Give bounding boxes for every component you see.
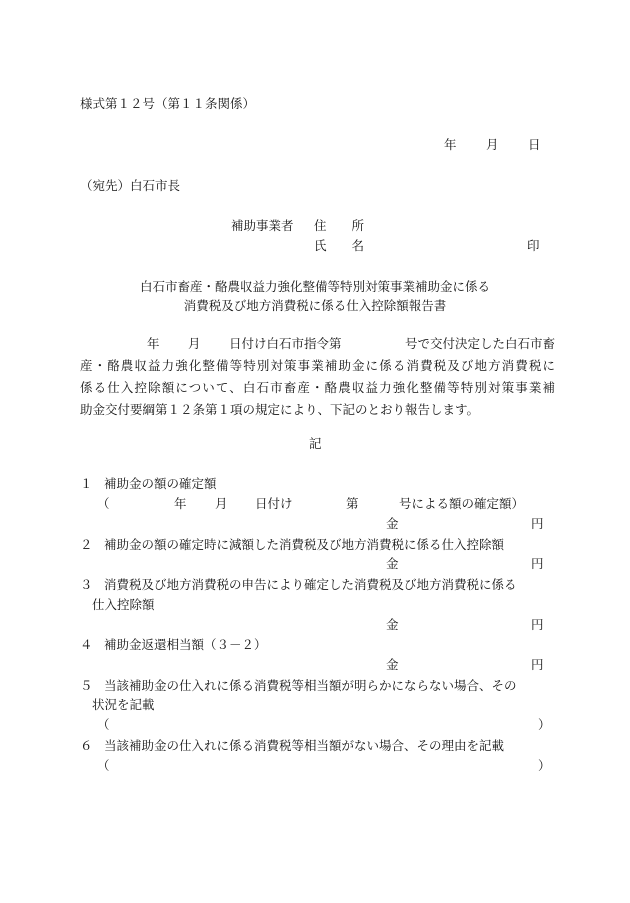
item1-month: 月	[215, 496, 228, 511]
report-title-line1: 白石市畜産・酪農収益力強化整備等特別対策事業補助金に係る	[139, 279, 490, 294]
item4-label: 補助金返還相当額（３－２）	[104, 637, 267, 652]
body-line1-rest: 号で交付決定した白石市畜	[404, 336, 555, 351]
item5-label: 当該補助金の仕入れに係る消費税等相当額が明らかにならない場合、その	[104, 678, 517, 693]
item1-dai: 第	[346, 496, 359, 511]
item1-yen: 円	[531, 516, 544, 531]
item3-label: 消費税及び地方消費税の申告により確定した消費税及び地方消費税に係る	[104, 577, 517, 592]
item2-label: 補助金の額の確定時に減額した消費税及び地方消費税に係る仕入控除額	[104, 537, 505, 552]
item1-suffix: 号による額の確定額）	[399, 496, 525, 511]
item2-kin: 金	[386, 556, 399, 571]
item4-kin: 金	[386, 657, 399, 672]
item5-close-paren: ）	[538, 717, 551, 732]
report-title-line2: 消費税及び地方消費税に係る仕入控除額報告書	[183, 298, 447, 313]
item3-number: ３	[80, 577, 93, 592]
item4-number: ４	[80, 637, 93, 652]
item1-dated: 日付け	[255, 496, 293, 511]
item4-yen: 円	[531, 657, 544, 672]
body-line4: 助金交付要綱第１２条第１項の規定により、下記のとおり報告します。	[80, 402, 480, 417]
body-dated: 日付け白石市指令第	[229, 336, 342, 351]
item1-year: 年	[174, 496, 187, 511]
item5-number: ５	[80, 678, 93, 693]
body-line3: 係る仕入控除額について、白石市畜産・酪農収益力強化整備等特別対策事業補	[80, 380, 555, 395]
item1-open-paren: （	[97, 496, 110, 511]
item3-kin: 金	[386, 617, 399, 632]
item1-label: 補助金の額の確定額	[104, 476, 217, 491]
address-label: 住 所	[314, 218, 365, 233]
item6-number: ６	[80, 738, 93, 753]
item2-number: ２	[80, 537, 93, 552]
date-year-label: 年	[444, 137, 457, 152]
item3-label-continued: 仕入控除額	[92, 597, 155, 612]
name-label: 氏 名	[314, 238, 365, 253]
item1-kin: 金	[386, 516, 399, 531]
form-number: 様式第１２号（第１１条関係）	[80, 96, 256, 111]
body-month: 月	[188, 336, 201, 351]
date-month-label: 月	[486, 137, 499, 152]
item5-open-paren: （	[97, 717, 110, 732]
item6-open-paren: （	[97, 758, 110, 773]
seal-mark: 印	[527, 238, 540, 253]
item5-label-continued: 状況を記載	[92, 697, 155, 712]
body-year: 年	[147, 336, 160, 351]
item2-yen: 円	[531, 556, 544, 571]
body-line2: 産・酪農収益力強化整備等特別対策事業補助金に係る消費税及び地方消費税に	[80, 358, 555, 373]
date-day-label: 日	[528, 137, 541, 152]
item1-number: １	[80, 476, 93, 491]
item6-label: 当該補助金の仕入れに係る消費税等相当額がない場合、その理由を記載	[104, 738, 505, 753]
item3-yen: 円	[531, 617, 544, 632]
item6-close-paren: ）	[538, 758, 551, 773]
body-paragraph	[80, 355, 555, 421]
ki-heading: 記	[309, 436, 322, 451]
addressee: （宛先）白石市長	[80, 178, 181, 193]
applicant-role: 補助事業者	[231, 218, 294, 233]
